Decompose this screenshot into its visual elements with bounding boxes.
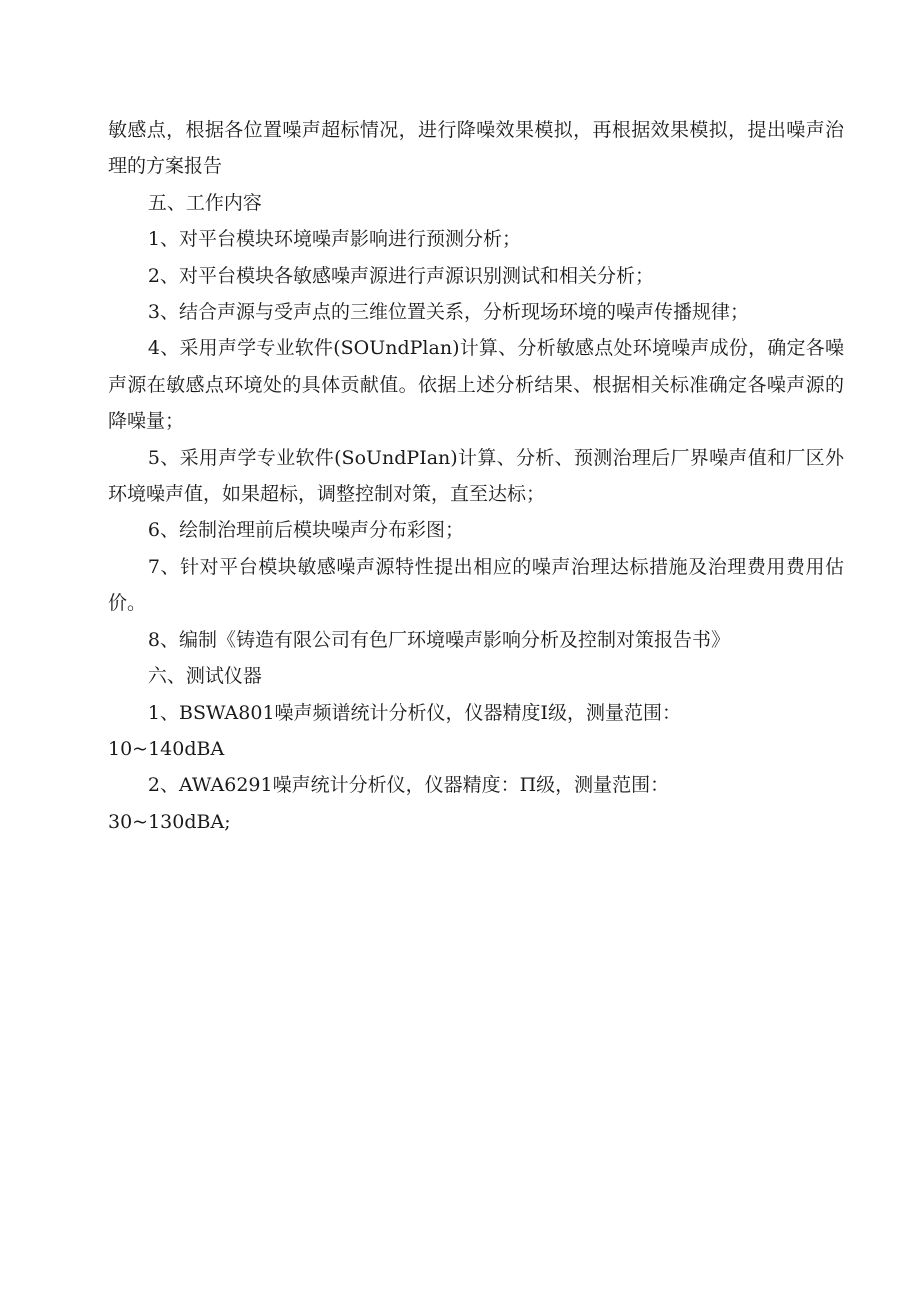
work-item-2: 2、对平台模块各敏感噪声源进行声源识别测试和相关分析； bbox=[147, 264, 654, 287]
work-item-4: 4、采用声学专业软件(SOUndPlan)计算、分析敏感点处环境噪声成份，确定各噪声源在敏感点环境处的具体贡献值。依据上述分析结果、根据相关标准确定各噪声源的降噪量； bbox=[108, 337, 844, 433]
instrument-1-range: 10~140dBA bbox=[108, 737, 225, 760]
instrument-2-range: 30~130dBA; bbox=[108, 810, 231, 833]
document-page bbox=[108, 112, 844, 840]
work-item-3: 3、结合声源与受声点的三维位置关系，分析现场环境的噪声传播规律； bbox=[147, 301, 749, 324]
work-item-1: 1、对平台模块环境噪声影响进行预测分析； bbox=[147, 228, 521, 251]
section-heading-instruments: 六、测试仪器 bbox=[147, 665, 262, 688]
work-item-8: 8、编制《铸造有限公司有色厂环境噪声影响分析及控制对策报告书》 bbox=[147, 628, 730, 651]
instrument-1: 1、BSWA801噪声频谱统计分析仪，仪器精度I级，测量范围： bbox=[147, 701, 682, 724]
work-item-5: 5、采用声学专业软件(SoUndPIan)计算、分析、预测治理后厂界噪声值和厂区外环境噪声值，如果超标，调整控制对策，直至达标； bbox=[108, 446, 844, 506]
section-heading-work-content: 五、工作内容 bbox=[147, 191, 262, 214]
work-item-7: 7、针对平台模块敏感噪声源特性提出相应的噪声治理达标措施及治理费用费用估价。 bbox=[108, 555, 844, 615]
instrument-2: 2、AWA6291噪声统计分析仪，仪器精度：Π级，测量范围： bbox=[147, 774, 670, 797]
paragraph-continued: 敏感点，根据各位置噪声超标情况，进行降噪效果模拟，再根据效果模拟，提出噪声治理的方案报告 bbox=[108, 119, 844, 178]
work-item-6: 6、绘制治理前后模块噪声分布彩图； bbox=[147, 519, 464, 542]
